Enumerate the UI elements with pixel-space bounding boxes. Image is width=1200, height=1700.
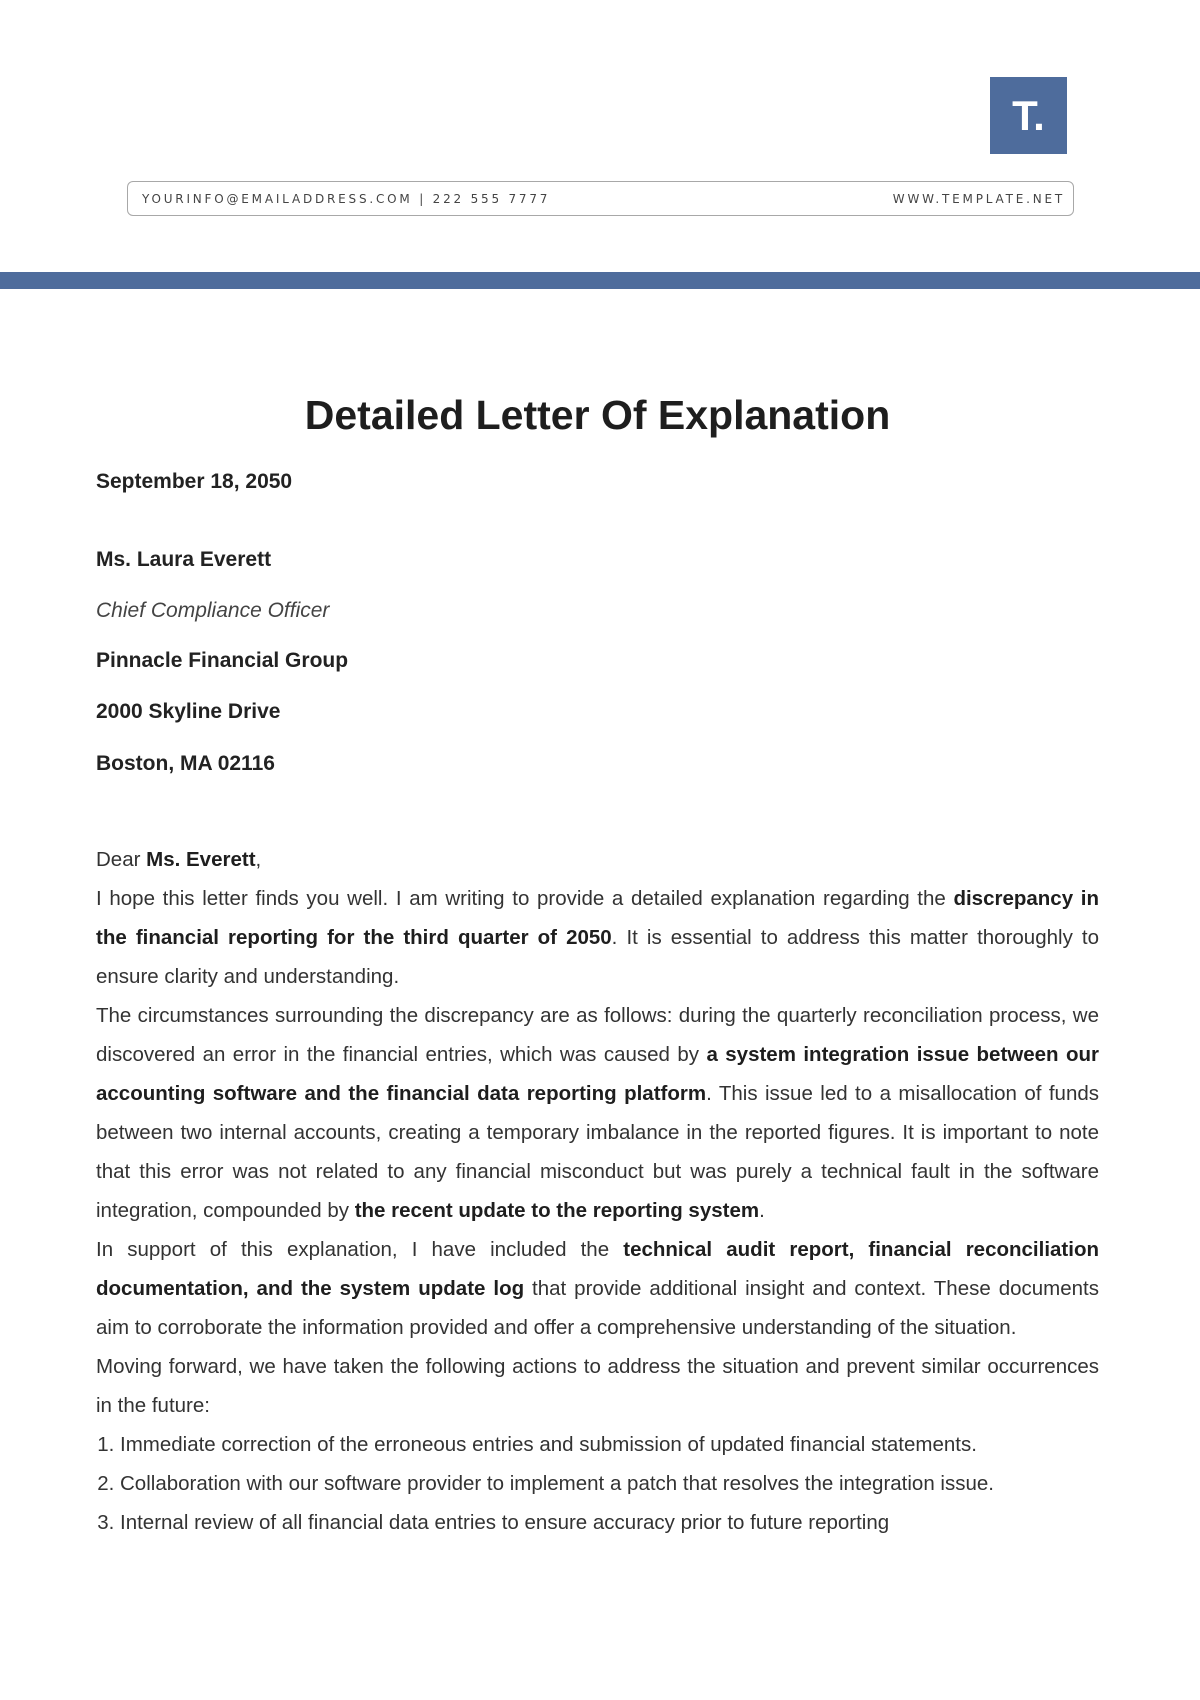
paragraph-actions-intro: Moving forward, we have taken the following actions to address the situation and prevent similar occurrences in the future: [96,1355,1099,1417]
paragraph-circumstances [96,996,1099,1230]
contact-website: WWW.TEMPLATE.NET [892,191,1065,206]
text-run: I hope this letter finds you well. I am writing to provide a detailed explanation regarding the [96,887,954,910]
list-item: 1. Immediate correction of the erroneous entries and submission of updated financial statements. [120,1425,1075,1464]
recipient-city: Boston, MA 02116 [96,752,275,775]
salutation-suffix: , [255,848,262,871]
salutation-name: Ms. Everett [146,848,256,871]
letter-date: September 18, 2050 [96,470,293,493]
salutation-prefix: Dear [96,848,147,871]
letter-text [96,840,1099,1542]
text-run-bold: a system integration issue between our accounting software and the financial data reporting platform [96,1043,1100,1105]
text-run-bold: the recent update to the reporting system [354,1199,760,1222]
text-run-bold: discrepancy in the financial reporting for the third quarter of 2050 [96,887,1099,949]
text-run-bold: technical audit report, financial reconciliation documentation, and the system update log [96,1238,1099,1300]
recipient-company: Pinnacle Financial Group [96,649,349,672]
logo-text: T. [1012,91,1045,139]
recipient-role: Chief Compliance Officer [96,599,330,622]
contact-email-phone: YOURINFO@EMAILADDRESS.COM | 222 555 7777 [142,191,551,206]
list-item: 3. Internal review of all financial data entries to ensure accuracy prior to future reporting [120,1503,1075,1542]
list-item: 2. Collaboration with our software provider to implement a patch that resolves the integration issue. [120,1464,1075,1503]
header-divider-band [0,272,1200,289]
paragraph-support [96,1230,1099,1347]
letter-body [96,385,1100,1534]
contact-bar [127,181,1074,216]
recipient-street: 2000 Skyline Drive [96,700,281,723]
text-run: that provide additional insight and context. These documents aim to corroborate the information provided and offer a comprehensive understanding of the situation. [96,1277,1099,1339]
text-run: . It is essential to address this matter thoroughly to ensure clarity and understanding. [96,926,1099,988]
salutation [96,840,1099,879]
paragraph-intro [96,879,1099,996]
logo [990,77,1067,154]
page-title: Detailed Letter Of Explanation [304,392,891,438]
text-run: The circumstances surrounding the discrepancy are as follows: during the quarterly reconciliation process, we discovered an error in the financial entries, which was caused by [96,1004,1099,1066]
actions-list [96,1425,1075,1542]
text-run: . This issue led to a misallocation of funds between two internal accounts, creating a temporary imbalance in the reported figures. It is important to note that this error was not related to any financial misconduct but was purely a technical fault in the software integration, compounded by [96,1082,1099,1222]
text-run: . [759,1199,765,1222]
recipient-name: Ms. Laura Everett [96,548,272,571]
text-run: In support of this explanation, I have included the [96,1238,624,1261]
